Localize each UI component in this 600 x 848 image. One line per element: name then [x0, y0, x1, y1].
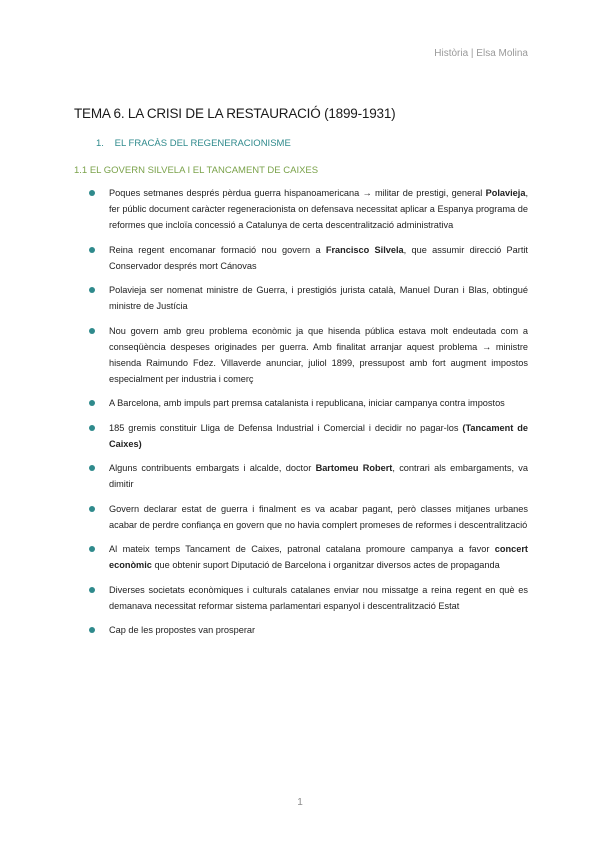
bullet-dot-icon [89, 465, 95, 471]
page-header: Història | Elsa Molina [434, 48, 528, 59]
section-label: EL FRACÀS DEL REGENERACIONISME [114, 138, 291, 149]
list-item [88, 501, 528, 533]
text-run: Diverses societats econòmiques i culturals catalanes enviar nou missatge a reina regent en què es demanava necessitat reformar sistema parlamentari espanyol i descentralització Estat [109, 584, 528, 611]
list-item [88, 420, 528, 452]
bold-text: (Tancament de Caixes) [109, 422, 528, 449]
list-item [88, 460, 528, 492]
bullet-dot-icon [89, 328, 95, 334]
text-run: Polavieja ser nomenat ministre de Guerra, i prestigiós jurista català, Manuel Duran i Blas, obtingué ministre de Justícia [109, 285, 528, 311]
bullet-dot-icon [89, 627, 95, 633]
list-item [88, 582, 528, 614]
text-run: , contrari als embargaments, va dimitir [109, 463, 528, 489]
document-title: TEMA 6. LA CRISI DE LA RESTAURACIÓ (1899-1931) [74, 106, 396, 121]
page-number: 1 [297, 797, 303, 808]
section-heading [96, 138, 291, 149]
bullet-dot-icon [89, 546, 95, 552]
text-run: Reina regent encomanar formació nou govern a [109, 244, 326, 255]
list-item [88, 323, 528, 387]
list-item [88, 541, 528, 573]
bold-text: Polavieja [485, 188, 526, 198]
bullet-dot-icon [89, 506, 95, 512]
bold-text: Francisco Silvela [325, 244, 404, 255]
text-run: Cap de les propostes van prosperar [109, 625, 256, 635]
list-item [88, 395, 528, 411]
list-item [88, 185, 528, 233]
section-number: 1. [96, 138, 104, 149]
text-run: , que assumir direcció Partit Conservador després mort Cánovas [109, 244, 528, 271]
bullet-dot-icon [89, 587, 95, 593]
text-run: 185 gremis constituir Lliga de Defensa Industrial i Comercial i decidir no pagar-los [109, 422, 463, 433]
bullet-dot-icon [89, 425, 95, 431]
bullet-dot-icon [89, 247, 95, 253]
text-run: que obtenir suport Diputació de Barcelona i organitzar diversos actes de propaganda [151, 560, 500, 570]
list-item [88, 622, 528, 638]
text-run: Al mateix temps Tancament de Caixes, patronal catalana promoure campanya a favor [109, 544, 495, 554]
list-item [88, 242, 528, 274]
text-run: Poques setmanes després pèrdua guerra hispanoamericana → militar de prestigi, general [109, 188, 486, 198]
bullet-dot-icon [89, 190, 95, 196]
text-run: A Barcelona, amb impuls part premsa catalanista i republicana, iniciar campanya contra impostos [109, 398, 505, 408]
bullet-list [88, 185, 528, 647]
bullet-dot-icon [89, 287, 95, 293]
text-run: , fer públic document caràcter regeneracionista on defensava necessitat aplicar a Espanya programa de reformes que incloïa concessió a Catalunya de certa descentralització administrativa [109, 188, 528, 230]
text-run: Govern declarar estat de guerra i finalment es va acabar pagant, però classes mitjanes urbanes acabar de perdre confiança en govern que no havia complert promeses de reformes i descentralització [109, 503, 528, 530]
text-run: Alguns contribuents embargats i alcalde, doctor [109, 463, 316, 473]
list-item [88, 282, 528, 314]
bullet-dot-icon [89, 400, 95, 406]
bold-text: concert econòmic [109, 544, 528, 570]
bold-text: Bartomeu Robert [315, 463, 393, 473]
subsection-heading: 1.1 EL GOVERN SILVELA I EL TANCAMENT DE CAIXES [74, 165, 319, 176]
text-run: Nou govern amb greu problema econòmic ja que hisenda pública estava molt endeutada com a conseqüència despeses originades per guerra. Amb finalitat arranjar aquest problema → ministre hisenda Raimundo Fdez. Villaverde anunciar, juliol 1899, pressupost amb fort augment impostos especialment per industria i comerç [109, 325, 528, 384]
